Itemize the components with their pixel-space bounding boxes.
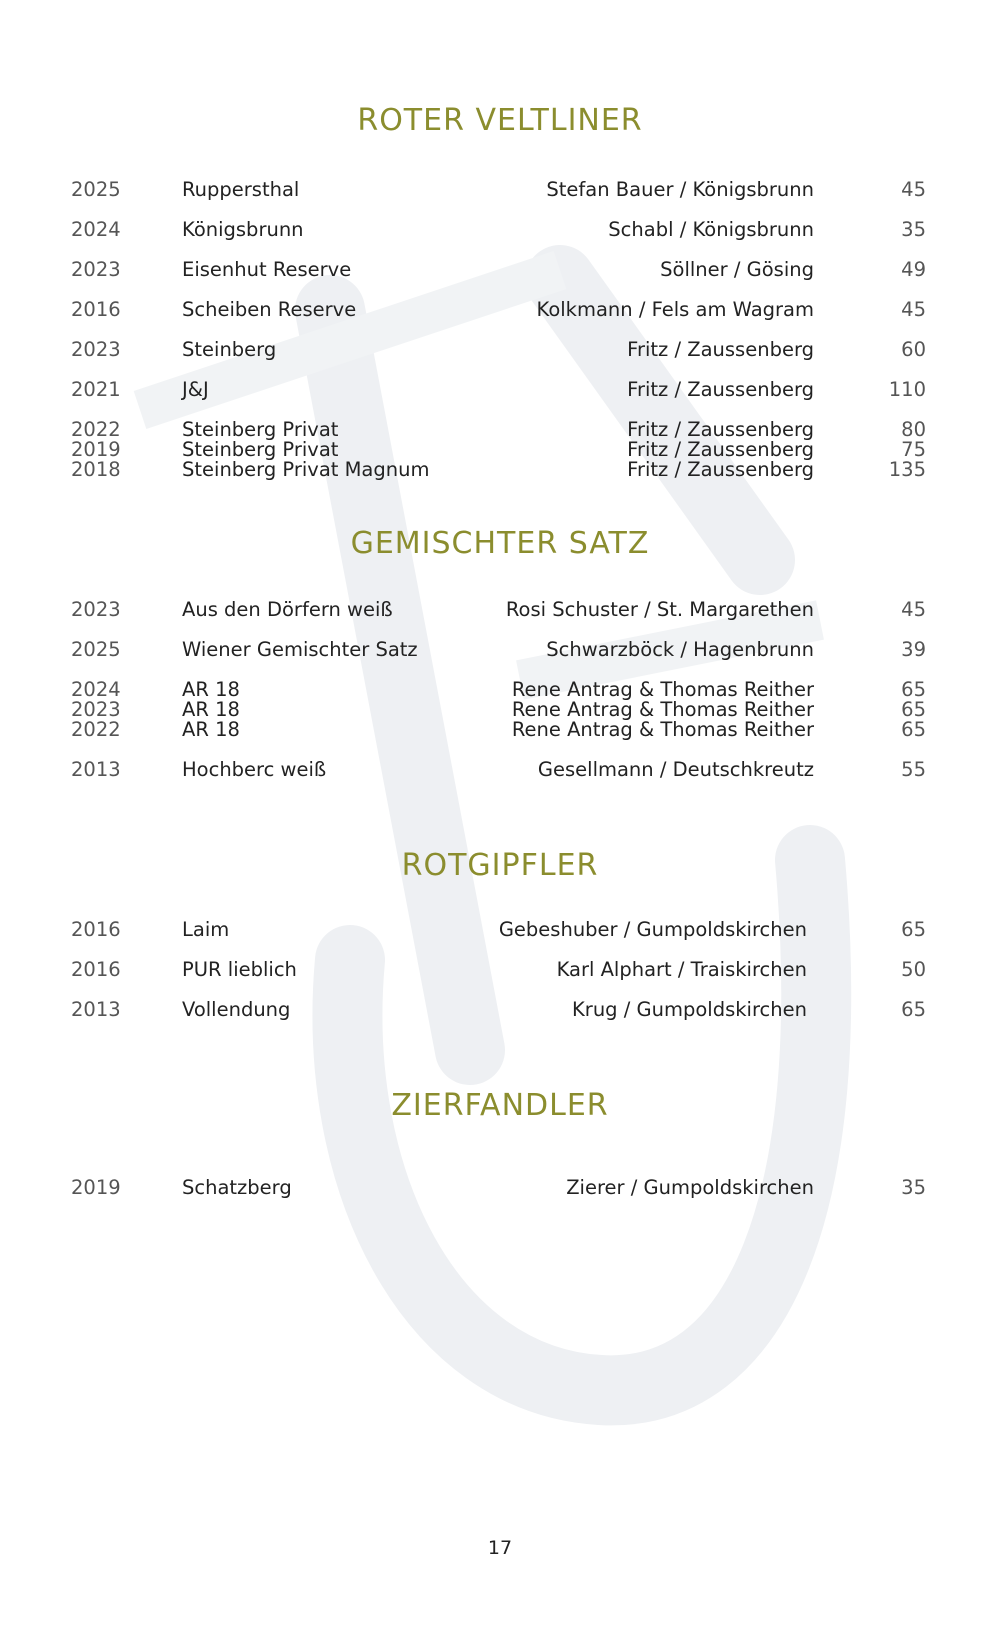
wine-producer: Kolkmann / Fels am Wagram bbox=[536, 298, 814, 321]
wine-year: 2024 bbox=[71, 678, 121, 701]
wine-price: 49 bbox=[901, 258, 926, 281]
wine-producer: Schwarzböck / Hagenbrunn bbox=[546, 638, 814, 661]
wine-row bbox=[0, 380, 1000, 400]
wine-year: 2019 bbox=[71, 438, 121, 461]
wine-name: Steinberg bbox=[182, 338, 277, 361]
wine-year: 2025 bbox=[71, 178, 121, 201]
wine-row bbox=[0, 220, 1000, 240]
wine-price: 35 bbox=[901, 218, 926, 241]
wine-price: 39 bbox=[901, 638, 926, 661]
section-title: GEMISCHTER SATZ bbox=[350, 526, 650, 561]
wine-row bbox=[0, 260, 1000, 280]
wine-row bbox=[0, 340, 1000, 360]
wine-price: 45 bbox=[901, 298, 926, 321]
wine-row bbox=[0, 440, 1000, 460]
wine-row bbox=[0, 300, 1000, 320]
wine-price: 60 bbox=[901, 338, 926, 361]
wine-row bbox=[0, 720, 1000, 740]
wine-price: 75 bbox=[901, 438, 926, 461]
wine-price: 65 bbox=[901, 698, 926, 721]
section-title: ZIERFANDLER bbox=[391, 1088, 609, 1123]
wine-year: 2022 bbox=[71, 718, 121, 741]
page-number: 17 bbox=[487, 1537, 513, 1559]
wine-row bbox=[0, 920, 1000, 940]
wine-row bbox=[0, 680, 1000, 700]
wine-year: 2024 bbox=[71, 218, 121, 241]
wine-producer: Zierer / Gumpoldskirchen bbox=[566, 1176, 814, 1199]
wine-row bbox=[0, 1000, 1000, 1020]
wine-price: 65 bbox=[901, 718, 926, 741]
wine-year: 2023 bbox=[71, 598, 121, 621]
wine-producer: Krug / Gumpoldskirchen bbox=[572, 998, 807, 1021]
wine-producer: Rene Antrag & Thomas Reither bbox=[511, 698, 814, 721]
wine-producer: Karl Alphart / Traiskirchen bbox=[556, 958, 807, 981]
wine-name: Vollendung bbox=[182, 998, 291, 1021]
wine-name: Schatzberg bbox=[182, 1176, 292, 1199]
wine-name: Königsbrunn bbox=[182, 218, 304, 241]
wine-name: Hochberc weiß bbox=[182, 758, 327, 781]
wine-row bbox=[0, 640, 1000, 660]
wine-year: 2013 bbox=[71, 998, 121, 1021]
wine-price: 45 bbox=[901, 598, 926, 621]
wine-name: AR 18 bbox=[182, 718, 240, 741]
wine-producer: Fritz / Zaussenberg bbox=[627, 438, 814, 461]
wine-price: 80 bbox=[901, 418, 926, 441]
wine-producer: Fritz / Zaussenberg bbox=[627, 378, 814, 401]
wine-price: 55 bbox=[901, 758, 926, 781]
wine-year: 2022 bbox=[71, 418, 121, 441]
wine-name: AR 18 bbox=[182, 698, 240, 721]
wine-producer: Fritz / Zaussenberg bbox=[627, 458, 814, 481]
wine-row bbox=[0, 760, 1000, 780]
wine-price: 135 bbox=[888, 458, 926, 481]
wine-row bbox=[0, 600, 1000, 620]
wine-name: Steinberg Privat bbox=[182, 438, 339, 461]
wine-producer: Gesellmann / Deutschkreutz bbox=[537, 758, 814, 781]
wine-producer: Stefan Bauer / Königsbrunn bbox=[546, 178, 814, 201]
wine-price: 110 bbox=[888, 378, 926, 401]
wine-year: 2023 bbox=[71, 338, 121, 361]
wine-year: 2016 bbox=[71, 918, 121, 941]
wine-name: J&J bbox=[182, 378, 209, 401]
wine-year: 2018 bbox=[71, 458, 121, 481]
wine-name: Scheiben Reserve bbox=[182, 298, 357, 321]
wine-producer: Schabl / Königsbrunn bbox=[608, 218, 814, 241]
wine-year: 2013 bbox=[71, 758, 121, 781]
wine-name: Steinberg Privat bbox=[182, 418, 339, 441]
wine-name: Wiener Gemischter Satz bbox=[182, 638, 418, 661]
wine-name: Eisenhut Reserve bbox=[182, 258, 352, 281]
wine-producer: Rene Antrag & Thomas Reither bbox=[511, 678, 814, 701]
wine-producer: Söllner / Gösing bbox=[660, 258, 814, 281]
wine-price: 35 bbox=[901, 1176, 926, 1199]
section-title: ROTER VELTLINER bbox=[357, 103, 643, 138]
section-title: ROTGIPFLER bbox=[401, 848, 599, 883]
wine-producer: Gebeshuber / Gumpoldskirchen bbox=[498, 918, 807, 941]
wine-name: Ruppersthal bbox=[182, 178, 300, 201]
wine-price: 65 bbox=[901, 678, 926, 701]
wine-price: 65 bbox=[901, 998, 926, 1021]
wine-name: Steinberg Privat Magnum bbox=[182, 458, 430, 481]
wine-row bbox=[0, 700, 1000, 720]
wine-producer: Fritz / Zaussenberg bbox=[627, 338, 814, 361]
wine-producer: Rosi Schuster / St. Margarethen bbox=[505, 598, 814, 621]
wine-row bbox=[0, 960, 1000, 980]
wine-year: 2025 bbox=[71, 638, 121, 661]
wine-row bbox=[0, 1178, 1000, 1198]
wine-year: 2021 bbox=[71, 378, 121, 401]
wine-row bbox=[0, 460, 1000, 480]
wine-price: 65 bbox=[901, 918, 926, 941]
wine-row bbox=[0, 180, 1000, 200]
wine-name: Laim bbox=[182, 918, 230, 941]
wine-row bbox=[0, 420, 1000, 440]
wine-producer: Fritz / Zaussenberg bbox=[627, 418, 814, 441]
wine-year: 2019 bbox=[71, 1176, 121, 1199]
wine-year: 2016 bbox=[71, 298, 121, 321]
wine-name: AR 18 bbox=[182, 678, 240, 701]
wine-year: 2023 bbox=[71, 258, 121, 281]
wine-name: PUR lieblich bbox=[182, 958, 297, 981]
wine-producer: Rene Antrag & Thomas Reither bbox=[511, 718, 814, 741]
wine-name: Aus den Dörfern weiß bbox=[182, 598, 393, 621]
wine-year: 2016 bbox=[71, 958, 121, 981]
wine-price: 45 bbox=[901, 178, 926, 201]
wine-year: 2023 bbox=[71, 698, 121, 721]
wine-price: 50 bbox=[901, 958, 926, 981]
